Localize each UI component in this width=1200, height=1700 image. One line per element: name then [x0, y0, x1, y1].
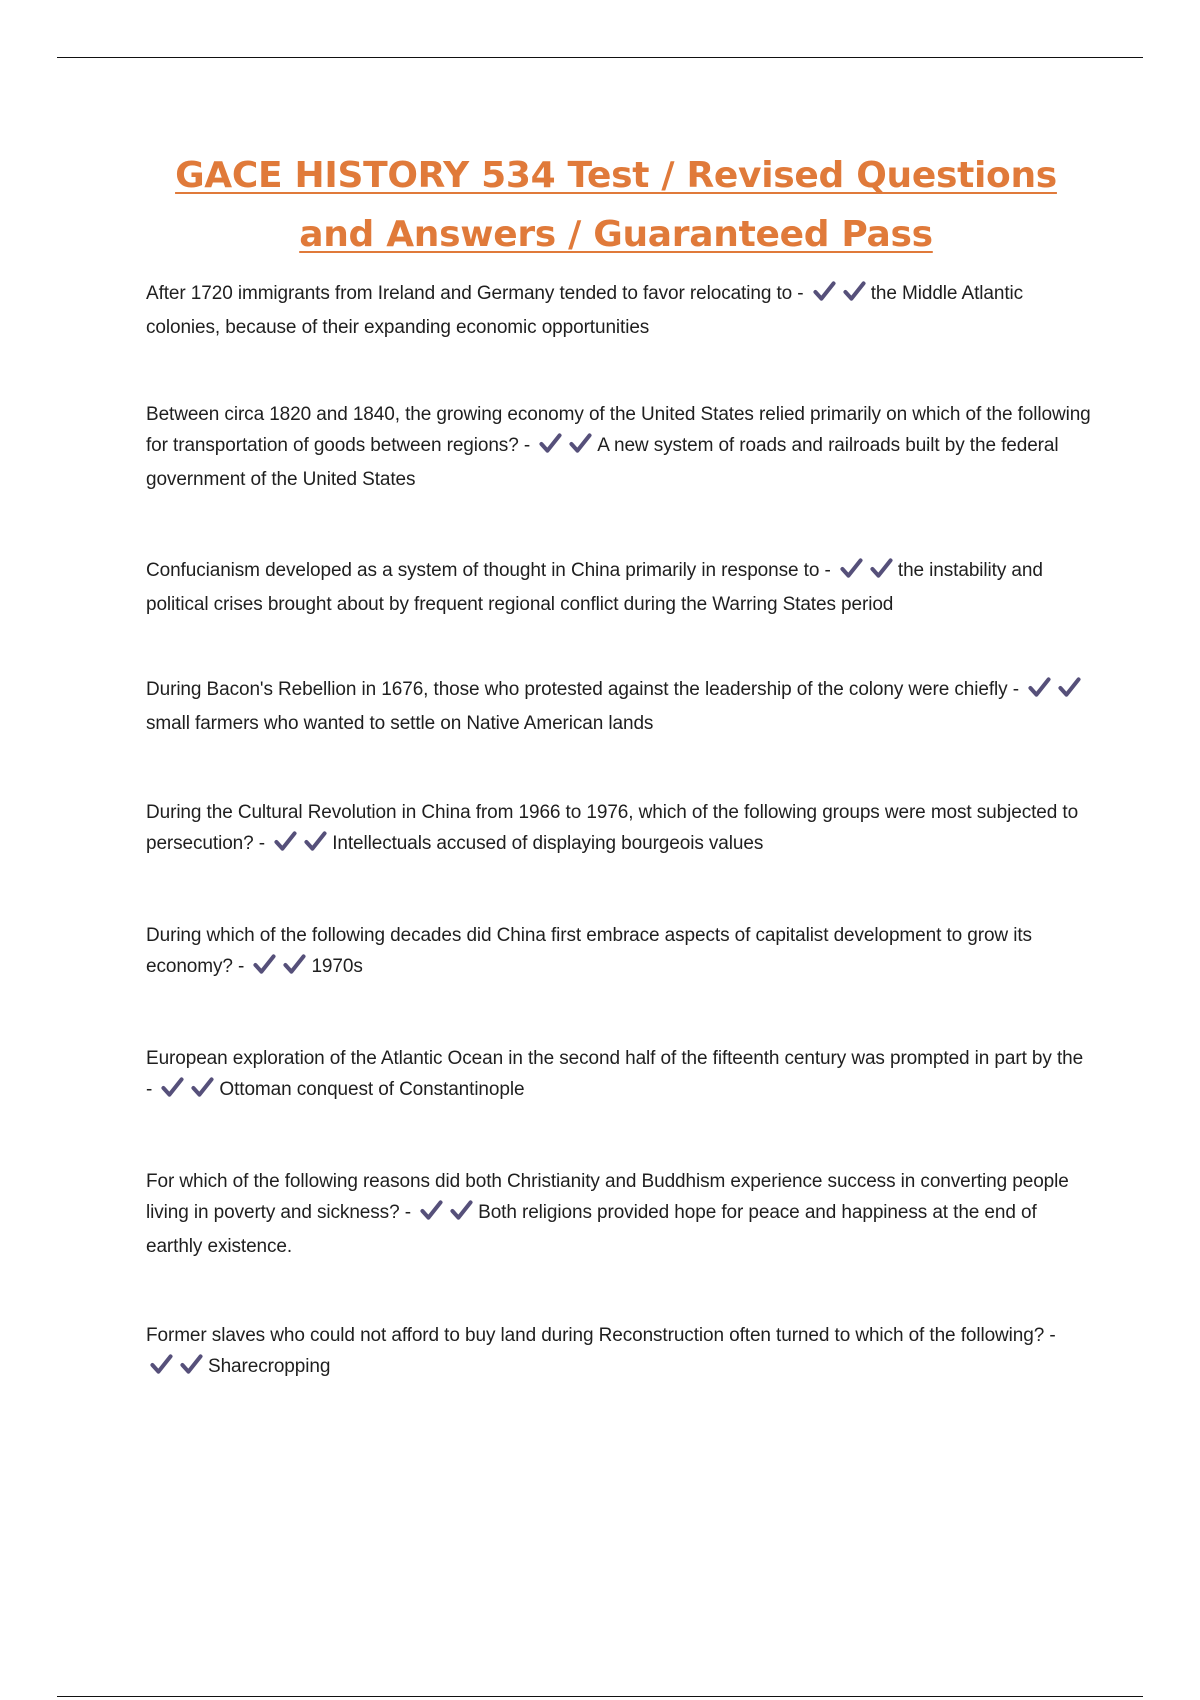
separator: -	[146, 1079, 158, 1100]
check-mark-icon	[191, 1077, 214, 1098]
check-mark-icon	[843, 281, 866, 302]
answer-text: Ottoman conquest of Constantinople	[219, 1079, 525, 1100]
question-text: Confucianism developed as a system of thought in China primarily in response to	[146, 560, 820, 581]
answer-marker	[1028, 677, 1084, 708]
qa-item	[146, 1166, 1094, 1262]
answer-marker	[840, 558, 896, 589]
qa-item	[146, 920, 1094, 985]
question-text: During which of the following decades did China first embrace aspects of capitalist development to grow its economy?	[146, 925, 1032, 977]
check-mark-icon	[420, 1200, 443, 1221]
check-mark-icon	[1028, 677, 1051, 698]
qa-item	[146, 797, 1094, 862]
answer-text: Both religions provided hope for peace and happiness at the end of earthly existence.	[146, 1202, 1037, 1257]
check-mark-icon	[1058, 677, 1081, 698]
question-text: For which of the following reasons did both Christianity and Buddhism experience success in converting people living in poverty and sickness?	[146, 1171, 1069, 1223]
question-text: After 1720 immigrants from Ireland and Germany tended to favor relocating to	[146, 283, 793, 304]
check-mark-icon	[569, 433, 592, 454]
question-text: European exploration of the Atlantic Ocean in the second half of the fifteenth century was prompted in part by the	[146, 1048, 1084, 1069]
answer-marker	[274, 831, 330, 862]
question-text: During the Cultural Revolution in China from 1966 to 1976, which of the following groups were most subjected to persecution?	[146, 802, 1079, 854]
check-mark-icon	[840, 558, 863, 579]
check-mark-icon	[450, 1200, 473, 1221]
answer-text: 1970s	[311, 956, 363, 977]
question-text: During Bacon's Rebellion in 1676, those who protested against the leadership of the colony were chiefly	[146, 679, 1008, 700]
answer-marker	[813, 281, 869, 312]
qa-item	[146, 1320, 1094, 1385]
check-mark-icon	[870, 558, 893, 579]
answer-text: Sharecropping	[208, 1356, 331, 1377]
check-mark-icon	[539, 433, 562, 454]
answer-marker	[420, 1200, 476, 1231]
answer-marker	[539, 433, 595, 464]
separator: -	[399, 1202, 417, 1223]
question-text: Former slaves who could not afford to buy land during Reconstruction often turned to which of the following?	[146, 1325, 1045, 1346]
check-mark-icon	[161, 1077, 184, 1098]
answer-marker	[161, 1077, 217, 1108]
answer-marker	[150, 1354, 206, 1385]
separator: -	[518, 435, 536, 456]
separator: -	[232, 956, 250, 977]
answer-text: Intellectuals accused of displaying bourgeois values	[332, 833, 764, 854]
check-mark-icon	[274, 831, 297, 852]
separator: -	[253, 833, 271, 854]
answer-text: A new system of roads and railroads built by the federal government of the United States	[146, 435, 1059, 490]
bottom-rule	[57, 1696, 1143, 1697]
qa-item	[146, 555, 1094, 620]
answer-text: small farmers who wanted to settle on Native American lands	[146, 713, 654, 734]
answer-marker	[253, 954, 309, 985]
qa-item	[146, 674, 1094, 739]
page-title: GACE HISTORY 534 Test / Revised Questions and Answers / Guaranteed Pass	[175, 155, 1057, 255]
separator: -	[819, 560, 836, 581]
top-rule	[57, 57, 1143, 58]
qa-item	[146, 278, 1094, 343]
check-mark-icon	[813, 281, 836, 302]
check-mark-icon	[304, 831, 327, 852]
separator: -	[792, 283, 809, 304]
answer-text: the Middle Atlantic colonies, because of their expanding economic opportunities	[146, 283, 1024, 338]
separator: -	[1044, 1325, 1056, 1346]
qa-item	[146, 399, 1094, 495]
answer-text: the instability and political crises brought about by frequent regional conflict during the Warring States period	[146, 560, 1043, 615]
qa-item	[146, 1043, 1094, 1108]
check-mark-icon	[253, 954, 276, 975]
question-text: Between circa 1820 and 1840, the growing economy of the United States relied primarily on which of the following for transportation of goods between regions?	[146, 404, 1091, 456]
check-mark-icon	[283, 954, 306, 975]
check-mark-icon	[180, 1354, 203, 1375]
separator: -	[1007, 679, 1025, 700]
check-mark-icon	[150, 1354, 173, 1375]
